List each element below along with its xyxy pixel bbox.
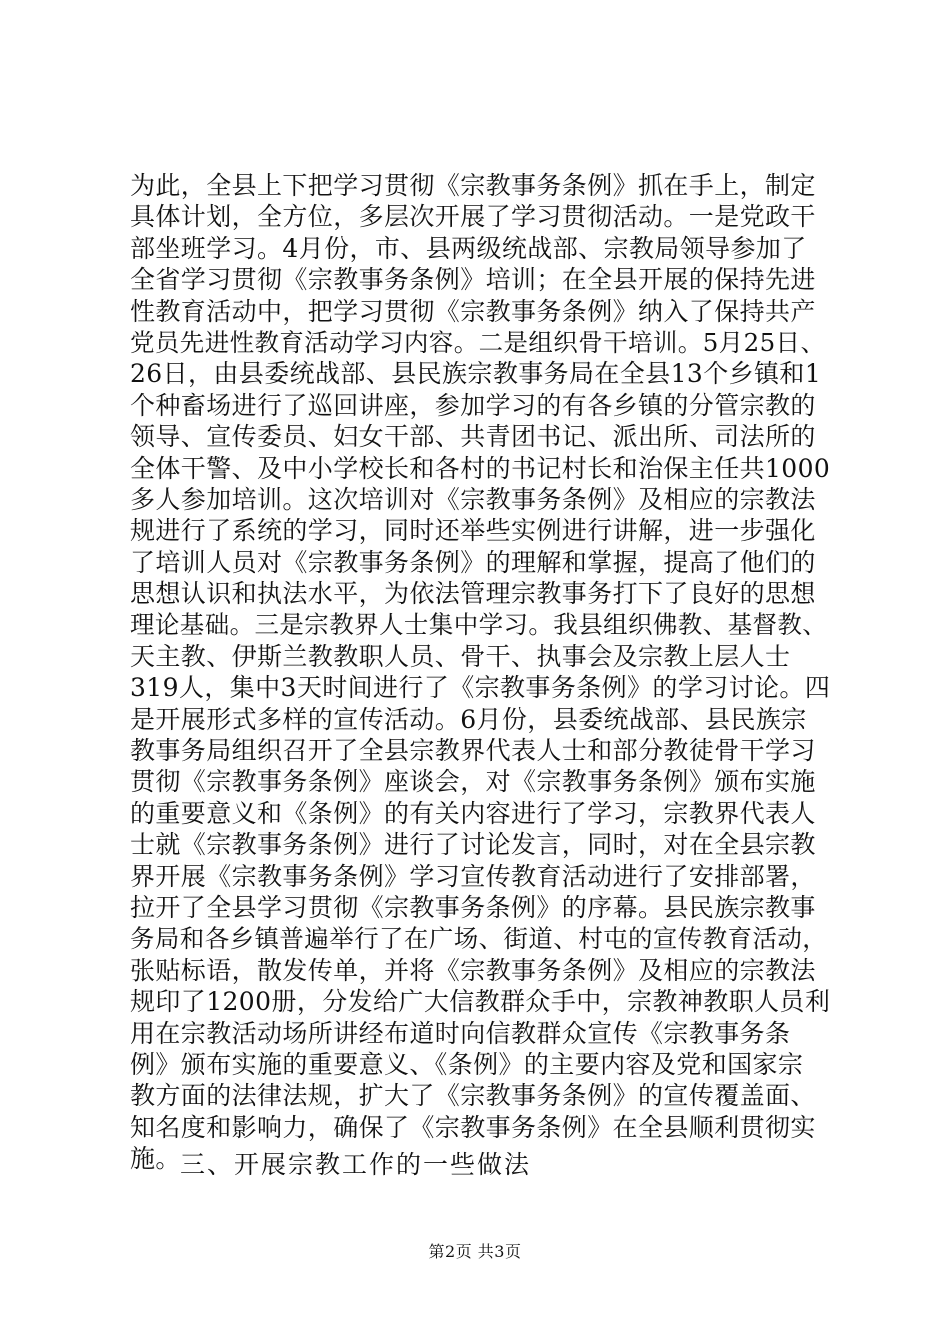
section-heading: 三、开展宗教工作的一些做法 <box>180 1150 532 1179</box>
text-line: 全省学习贯彻《宗教事务条例》培训；在全县开展的保持先进 <box>130 265 816 295</box>
text-line: 知名度和影响力，确保了《宗教事务条例》在全县顺利贯彻实 <box>130 1112 816 1142</box>
text-line: 了培训人员对《宗教事务条例》的理解和掌握，提高了他们的 <box>130 547 816 577</box>
text-line: 领导、宣传委员、妇女干部、共青团书记、派出所、司法所的 <box>130 422 816 452</box>
text-line: 士就《宗教事务条例》进行了讨论发言，同时，对在全县宗教 <box>130 830 816 860</box>
text-line: 全体干警、及中小学校长和各村的书记村长和治保主任共1000 <box>130 453 831 483</box>
text-line: 用在宗教活动场所讲经布道时向信教群众宣传《宗教事务条 <box>130 1018 791 1048</box>
text-line: 规进行了系统的学习，同时还举些实例进行讲解，进一步强化 <box>130 516 816 546</box>
text-line: 理论基础。三是宗教界人士集中学习。我县组织佛教、基督教、 <box>130 610 828 640</box>
text-line: 教事务局组织召开了全县宗教界代表人士和部分教徒骨干学习 <box>130 736 816 766</box>
text-line: 319人，集中3天时间进行了《宗教事务条例》的学习讨论。四 <box>130 673 831 703</box>
body-paragraph <box>130 170 830 1175</box>
text-line: 多人参加培训。这次培训对《宗教事务条例》及相应的宗教法 <box>130 484 816 514</box>
text-line: 为此，全县上下把学习贯彻《宗教事务条例》抓在手上，制定 <box>130 171 816 200</box>
text-line: 天主教、伊斯兰教教职人员、骨干、执事会及宗教上层人士 <box>130 641 791 671</box>
text-line: 是开展形式多样的宣传活动。6月份，县委统战部、县民族宗 <box>130 704 807 734</box>
text-line: 部坐班学习。4月份，市、县两级统战部、宗教局领导参加了 <box>130 233 807 263</box>
text-line: 的重要意义和《条例》的有关内容进行了学习，宗教界代表人 <box>130 798 816 828</box>
text-line: 贯彻《宗教事务条例》座谈会，对《宗教事务条例》颁布实施 <box>130 767 816 797</box>
text-line: 例》颁布实施的重要意义、《条例》的主要内容及党和国家宗 <box>130 1049 804 1079</box>
text-line: 教方面的法律法规，扩大了《宗教事务条例》的宣传覆盖面、 <box>130 1081 816 1111</box>
text-line: 26日，由县委统战部、县民族宗教事务局在全县13个乡镇和1 <box>130 359 822 389</box>
text-line: 个种畜场进行了巡回讲座，参加学习的有各乡镇的分管宗教的 <box>130 390 816 420</box>
text-line: 具体计划，全方位，多层次开展了学习贯彻活动。一是党政干 <box>130 202 816 232</box>
text-line: 界开展《宗教事务条例》学习宣传教育活动进行了安排部署， <box>130 861 816 891</box>
text-line: 思想认识和执法水平，为依法管理宗教事务打下了良好的思想 <box>130 579 816 609</box>
text-line: 务局和各乡镇普遍举行了在广场、街道、村屯的宣传教育活动， <box>130 924 828 954</box>
text-line: 党员先进性教育活动学习内容。二是组织骨干培训。5月25日、 <box>130 327 826 357</box>
text-line: 施。 <box>130 1144 181 1174</box>
text-line: 拉开了全县学习贯彻《宗教事务条例》的序幕。县民族宗教事 <box>130 892 816 922</box>
text-line: 性教育活动中，把学习贯彻《宗教事务条例》纳入了保持共产 <box>130 296 816 326</box>
text-line: 规印了1200册，分发给广大信教群众手中，宗教神教职人员利 <box>130 987 831 1017</box>
page-footer: 第2页 共3页 <box>428 1242 522 1261</box>
text-line: 张贴标语，散发传单，并将《宗教事务条例》及相应的宗教法 <box>130 955 816 985</box>
